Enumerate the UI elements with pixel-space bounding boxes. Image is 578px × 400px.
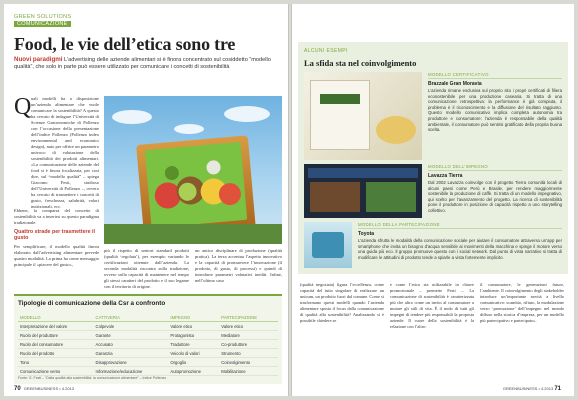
table-cell: Traduttore — [168, 340, 219, 349]
page-number: 71 — [554, 386, 561, 392]
example-company: Lavazza Tierra — [428, 173, 463, 179]
example-certificativo — [428, 72, 562, 133]
table-cell: Coinvolgimento — [219, 358, 278, 367]
body-text-column-3: un antico disciplinare di produzione (qualità pratica). La terza accentua l’aspetto innovativo e la capacità di promuovere l’innovazione (il prodotto, di gusto, di processi) e quindi di introdurre parametri valutativi inediti. Infine, nell’ultimo caso — [195, 248, 282, 283]
section-label — [14, 14, 71, 27]
table-cell: Disapprovazione — [94, 358, 169, 367]
table-header: CATTIVERIA — [94, 314, 169, 322]
table-row — [18, 322, 278, 331]
article-headline: Food, le vie dell’etica sono tre — [14, 34, 236, 54]
table-row — [18, 331, 278, 340]
folio-left — [14, 386, 74, 392]
example-category: MODELLO DELLA PARTECIPAZIONE — [358, 222, 562, 229]
examples-label: ALCUNI ESEMPI — [304, 48, 348, 54]
brazzale-product-image — [304, 72, 422, 160]
table-row — [18, 349, 278, 358]
table-cell: Orgoglio — [168, 358, 219, 367]
table-cell: Mediatore — [219, 331, 278, 340]
example-text: L’azienda rimane esclusiva sul proprio sito i propri certificati di filiera ecosostenibile per una produzione casearia. Si tratta di una comunicazione retrospettiva: la performance è già compiuta, il problema è il riconoscimento e la diffusione del risultato raggiunto. Questo modello comunicativo implica completa autonomia tra produttore e consumatore: l’azienda è responsabile della qualità ambientale, il consumatore può sentirsi gratificato della propria buona scelta. — [428, 88, 562, 133]
body-text-column-1-continued: Ebbene, la comparsa del concetto di sostenibilità va a inserirsi su questo paradigma tradizionale. — [14, 208, 99, 225]
right-body-column-3: il consumatore, le generazioni future, l’ambiente. Il coinvolgimento degli stakeholder introduce un’importante novità a livello comunicativo: scambio, rifiuto, la modulazione verso ‘promozione’ dell’impegno nel mondo diffuso nella storica d’impresa, per un modello più partecipativo e partecipato». — [480, 282, 564, 323]
table-header: PARTECIPAZIONE — [219, 314, 278, 322]
table-row — [18, 358, 278, 367]
article-photo-billboard — [104, 96, 282, 244]
table-cell: Strumento — [219, 349, 278, 358]
table-cell: Interpretazione del valore — [18, 322, 94, 331]
left-page — [4, 4, 288, 396]
folio-text: GREENBUSINESS • 4.2013 — [502, 386, 554, 391]
examples-title: La sfida sta nel coinvolgimento — [304, 58, 417, 68]
table-cell: Autopromozione — [168, 367, 219, 376]
table-cell: Comunicazione verso — [18, 367, 94, 376]
table-cell: Accusato — [94, 340, 169, 349]
table-header: IMPEGNO — [168, 314, 219, 322]
page-number: 70 — [14, 386, 21, 392]
table-cell: Valore etico — [219, 322, 278, 331]
table-cell: Ruolo del produttore — [18, 331, 94, 340]
example-category: MODELLO CERTIFICATIVO — [428, 72, 562, 79]
body-text-column-1: uali modelli ha a disposizione un’azienda alimentare che vuole comunicare la sostenibilità? A questo ha cercato di indagare l’Università di Scienze Gastronomiche di Pollenzo con l’occasione della presentazione dell’indice Pollenzo (Pollenzo index environmental and economics design), nato per offrire un parametro univoco di valutazione della sostenibilità dei prodotti alimentari. «La comunicazione delle aziende del food si è finora focalizzata, per così dire, sul “modello qualità” – spiega Giacomo Festi, studioso dell’Università di Pollenzo –, ovvero ha cercato di trasmettere i concetti di gusto, freschezza, salubrità, valori nutrizionali, ecc. — [31, 96, 99, 208]
standfirst-kicker: Nuovi paradigmi — [14, 56, 63, 63]
example-company: Brazzale Gran Moravia — [428, 81, 482, 87]
right-page — [292, 4, 574, 396]
comparison-table-box — [14, 294, 282, 384]
right-body-column-1: (qualità negoziata) figura l’eccellenza, come capacità del tutto singolare di realizzare un unicum, un prodotto fuori dal comune. Come si trasformano questi modelli quando l’azienda alimentare sposta il focus dalla comunicazione di qualità alla sostenibilità? Analizzando si è possibile chiedere se — [300, 282, 384, 323]
section-label-green-solutions: GREEN SOLUTIONS — [14, 14, 72, 20]
table-cell: Ruolo del consumatore — [18, 340, 94, 349]
table-cell: Valore etico — [168, 322, 219, 331]
example-text: L’azienda sfrutta le modalità della comunicazione sociale per aiutare il consumatore attraverso un’app per smartphone che invita un bisogno d’acqua sensibile ai movimenti della macchina e spinge il motore verso una guida più eco. Il gruppo promuove questo con i social network. Dal punto di vista narrativo si tratta di modificare le attitudini di prodotto tende a spiarle a vista fortemente implicito. — [358, 238, 562, 260]
dropcap: Q — [14, 94, 32, 120]
body-text-column-2: più il rispetto di sentori standard prodotti (qualità ‘regolata’), per esempio variando le certificazioni ottenute dall’azienda. La seconda modalità riscontra sulla tradizione, ovvero sulla capacità di mantenere nel tempo gli stessi caratteri del prodotto e il suo legame con il territorio di origine. — [104, 248, 189, 289]
table-cell: Protagonista — [168, 331, 219, 340]
example-company: Toyota — [358, 231, 375, 237]
body-text-column-1-after-subhead: Per semplificare, il modello qualità finora elaborato dall’advertising alimentare prevede quattro modalità. La prima ha come messaggio principale il «piacere del gusto», — [14, 244, 99, 267]
table-source-note: Fonte: G. Festi – “Dalla qualità alla sostenibilità: la comunicazione alimentare” – Indice Pollenzo — [18, 376, 167, 380]
example-category: MODELLO DELL’IMPEGNO — [428, 164, 562, 171]
table-cell: Veicolo di valori — [168, 349, 219, 358]
table-cell: Ruolo del prodotto — [18, 349, 94, 358]
table-cell: Informazione/educazione — [94, 367, 169, 376]
table-title: Tipologie di comunicazione della Csr a confronto — [18, 300, 166, 307]
section-label-comunicazione: COMUNICAZIONE — [14, 21, 71, 27]
folio-right — [503, 386, 564, 392]
table-cell: Co-produttore — [219, 340, 278, 349]
example-partecipazione — [358, 222, 562, 260]
table-cell: Garanzia — [94, 349, 169, 358]
article-subhead: Quattro strade per trasmettere il gusto — [14, 229, 95, 241]
toyota-app-image — [304, 222, 352, 268]
folio-text: GREENBUSINESS • 4.2013 — [23, 386, 74, 391]
comparison-table — [18, 314, 278, 376]
example-impegno — [428, 164, 562, 214]
example-text: Dal 2002 Lavazza coinvolge con il progetto Tierra comunità locali di alcuni paesi come Perù e Brasile, per rendere maggiormente sostenibile la produzione di caffè. Si tratta di un modello impegnativo, qui scelto per l’avanzamento del progetto. La ricerca di sostenibilità pone il produttore in posizione di capacità rispetto a uno storytelling collettivo. — [428, 180, 562, 213]
right-body-column-2: e come l’etica sia utilizzabile in chiave promozionale – premette Festi –. La comunicazione di sostenibilità è caratterizzata più che altro come un invito al consumatore a mutare gli stili di vita. È il nodo di tutti gli impegni di tendere più responsabili la proposta aziende. Il cuore della sostenibilità è la relazione con l’altro: — [390, 282, 474, 329]
table-row — [18, 340, 278, 349]
fruit-screen — [145, 142, 247, 228]
article-standfirst — [14, 56, 282, 71]
standfirst-text: L’advertising delle aziende alimentari si è finora concentrato sul cosiddetto “modello qualità”, che solo in parte può essere utilizzato per comunicare i concetti di sostenibilità — [14, 57, 271, 70]
table-cell: Colpevole — [94, 322, 169, 331]
table-header: MODELLO — [18, 314, 94, 322]
lavazza-tierra-image — [304, 164, 422, 218]
examples-sidebar — [298, 42, 568, 274]
table-cell: Tono — [18, 358, 94, 367]
table-row — [18, 367, 278, 376]
table-cell: Mobilitazione — [219, 367, 278, 376]
table-cell: Garante — [94, 331, 169, 340]
